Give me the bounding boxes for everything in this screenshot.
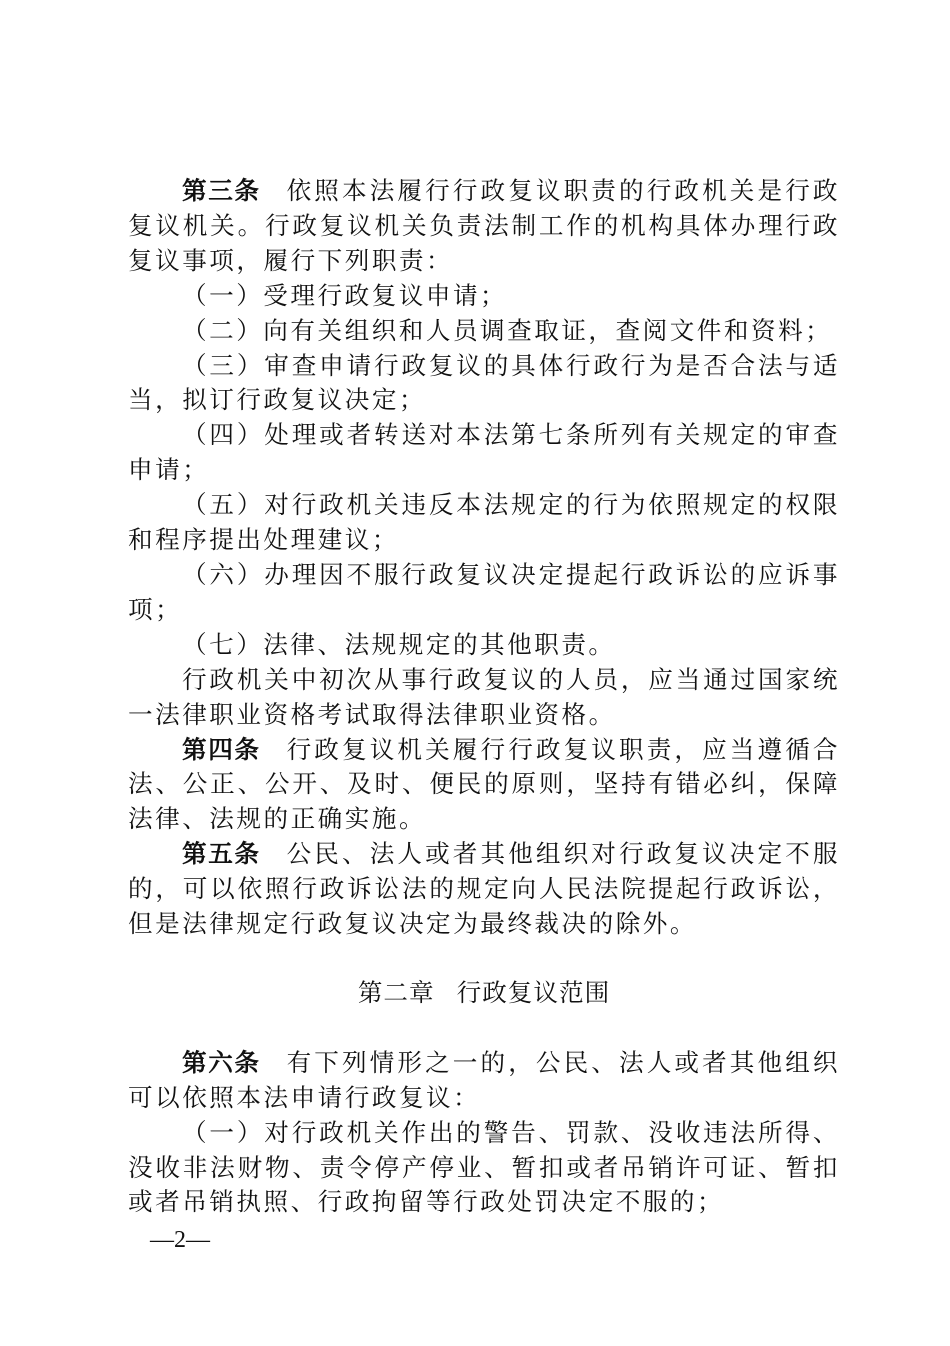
article-6-text: 有下列情形之一的，公民、法人或者其他组织可以依照本法申请行政复议： (128, 1047, 840, 1112)
article-3-item-4: （四）处理或者转送对本法第七条所列有关规定的审查申请； (128, 420, 840, 485)
article-5-paragraph (128, 837, 840, 942)
article-3-text: 依照本法履行行政复议职责的行政机关是行政复议机关。行政复议机关负责法制工作的机构具体办理行政复议事项，履行下列职责： (128, 176, 840, 275)
article-4-paragraph (128, 733, 840, 838)
chapter-number: 第二章 (357, 977, 435, 1007)
article-6-paragraph (128, 1046, 840, 1116)
article-5-label: 第五条 (182, 839, 261, 869)
article-5-text: 公民、法人或者其他组织对行政复议决定不服的，可以依照行政诉讼法的规定向人民法院提起行政诉讼，但是法律规定行政复议决定为最终裁决的除外。 (128, 839, 840, 939)
article-3-item-6: （六）办理因不服行政复议决定提起行政诉讼的应诉事项； (128, 559, 840, 624)
article-4-label: 第四条 (182, 734, 261, 764)
article-3-item-2: （二）向有关组织和人员调查取证，查阅文件和资料； (182, 315, 833, 345)
chapter-title: 行政复议范围 (456, 977, 611, 1007)
page-number: —2— (150, 1227, 210, 1253)
article-3-label: 第三条 (182, 176, 261, 205)
article-3-closing: 行政机关中初次从事行政复议的人员，应当通过国家统一法律职业资格考试取得法律职业资格。 (128, 664, 840, 729)
document-body (128, 174, 840, 1220)
article-3-item-1: （一）受理行政复议申请； (182, 280, 508, 310)
article-3-item-7: （七）法律、法规规定的其他职责。 (182, 629, 616, 659)
article-3-paragraph (128, 174, 840, 279)
article-6-label: 第六条 (182, 1047, 261, 1077)
article-3-item-5: （五）对行政机关违反本法规定的行为依照规定的权限和程序提出处理建议； (128, 490, 840, 555)
article-3-item-3: （三）审查申请行政复议的具体行政行为是否合法与适当，拟订行政复议决定； (128, 350, 840, 415)
article-6-item-1: （一）对行政机关作出的警告、罚款、没收违法所得、没收非法财物、责令停产停业、暂扣或者吊销许可证、暂扣或者吊销执照、行政拘留等行政处罚决定不服的； (128, 1117, 840, 1217)
chapter-heading (128, 976, 840, 1011)
article-4-text: 行政复议机关履行行政复议职责，应当遵循合法、公正、公开、及时、便民的原则，坚持有错必纠，保障法律、法规的正确实施。 (128, 734, 840, 834)
